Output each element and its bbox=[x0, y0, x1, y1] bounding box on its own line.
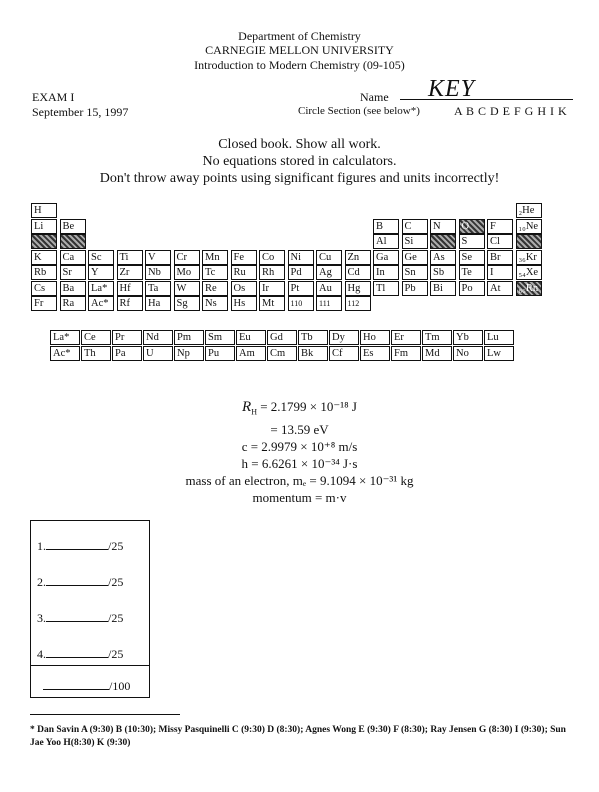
element-cell bbox=[345, 296, 371, 311]
element-symbol: H bbox=[34, 205, 42, 216]
element-symbol: Te bbox=[461, 267, 472, 278]
element-symbol: F bbox=[490, 220, 496, 232]
exam-date: September 15, 1997 bbox=[32, 105, 129, 119]
element-symbol: Rb bbox=[34, 267, 47, 278]
element-cell bbox=[516, 219, 542, 234]
element-cell bbox=[60, 296, 86, 311]
element-symbol: K bbox=[34, 251, 42, 263]
element-cell bbox=[60, 265, 86, 280]
score-out-of: /25 bbox=[108, 611, 124, 625]
f-block-cell bbox=[360, 346, 390, 361]
element-cell bbox=[373, 234, 399, 249]
element-symbol: Hf bbox=[119, 282, 131, 294]
element-symbol: Es bbox=[363, 348, 374, 359]
element-cell bbox=[145, 281, 171, 296]
element-cell bbox=[487, 281, 513, 296]
question-number: 2. bbox=[37, 575, 46, 589]
rydberg-constant: $R_H = 2.1799 \times 10^{-18}$ J bbox=[242, 399, 357, 417]
element-cell bbox=[288, 250, 314, 265]
element-symbol: Al bbox=[376, 236, 387, 247]
element-symbol: Rh bbox=[262, 267, 275, 278]
element-symbol: Se bbox=[461, 251, 472, 263]
element-cell bbox=[174, 296, 200, 311]
score-box bbox=[30, 520, 150, 698]
element-symbol: Si bbox=[404, 236, 414, 247]
element-cell bbox=[231, 281, 257, 296]
element-cell bbox=[60, 234, 86, 249]
element-cell bbox=[231, 250, 257, 265]
element-cell bbox=[259, 250, 285, 265]
element-symbol: Md bbox=[425, 348, 440, 359]
element-symbol: Cm bbox=[270, 348, 286, 359]
element-symbol: Li bbox=[34, 220, 44, 232]
element-cell bbox=[31, 250, 57, 265]
element-cell bbox=[31, 234, 57, 249]
element-cell bbox=[516, 250, 542, 265]
element-cell bbox=[402, 265, 428, 280]
element-symbol: Cf bbox=[332, 348, 343, 359]
element-cell bbox=[373, 281, 399, 296]
element-symbol: Sn bbox=[404, 267, 416, 278]
element-symbol: Ir bbox=[262, 282, 269, 294]
element-symbol: Pr bbox=[115, 332, 125, 343]
element-cell bbox=[202, 296, 228, 311]
element-cell bbox=[345, 250, 371, 265]
element-cell bbox=[316, 281, 342, 296]
element-symbol: Ba bbox=[62, 282, 75, 294]
element-symbol: Ru bbox=[233, 267, 246, 278]
element-cell bbox=[430, 265, 456, 280]
element-cell bbox=[174, 281, 200, 296]
element-cell bbox=[516, 203, 542, 218]
element-symbol: Tb bbox=[301, 332, 313, 343]
element-cell bbox=[174, 265, 200, 280]
element-symbol: Mn bbox=[205, 251, 220, 263]
element-symbol: Tl bbox=[376, 282, 386, 294]
element-symbol: Ho bbox=[363, 332, 376, 343]
constants-block bbox=[0, 398, 599, 506]
section-label: Circle Section (see below*) bbox=[298, 105, 420, 117]
element-cell bbox=[288, 265, 314, 280]
f-block-cell bbox=[298, 346, 328, 361]
element-symbol: Fe bbox=[233, 251, 244, 263]
periodic-table bbox=[31, 203, 545, 313]
element-symbol: Re bbox=[205, 282, 217, 294]
element-symbol: Zr bbox=[119, 267, 130, 278]
element-symbol: Pu bbox=[208, 348, 220, 359]
f-block-cell bbox=[329, 330, 359, 345]
f-block-cell bbox=[50, 346, 80, 361]
f-block-cell bbox=[81, 330, 111, 345]
f-block-cell bbox=[484, 346, 514, 361]
element-cell bbox=[60, 250, 86, 265]
element-cell bbox=[516, 265, 542, 280]
element-symbol: Po bbox=[461, 282, 473, 294]
element-symbol: Sm bbox=[208, 332, 223, 343]
element-symbol: Ce bbox=[84, 332, 96, 343]
element-cell bbox=[430, 219, 456, 234]
element-cell bbox=[88, 250, 114, 265]
name-value: KEY bbox=[428, 76, 476, 102]
element-symbol: Ns bbox=[205, 298, 217, 309]
element-cell bbox=[487, 250, 513, 265]
element-symbol: Cr bbox=[176, 251, 187, 263]
element-symbol: Sc bbox=[91, 251, 102, 263]
element-symbol: Mo bbox=[176, 267, 192, 278]
element-cell bbox=[174, 250, 200, 265]
university-title: CARNEGIE MELLON UNIVERSITY bbox=[205, 43, 394, 57]
f-block-cell bbox=[453, 330, 483, 345]
element-symbol: Tc bbox=[205, 267, 216, 278]
element-symbol: Hs bbox=[233, 298, 246, 309]
element-symbol: C bbox=[404, 220, 412, 232]
f-block-cell bbox=[236, 346, 266, 361]
element-cell bbox=[145, 296, 171, 311]
element-symbol: ₁₀Ne bbox=[518, 220, 539, 232]
element-symbol: Ta bbox=[148, 282, 159, 294]
score-divider bbox=[31, 665, 149, 666]
element-symbol: I bbox=[490, 267, 494, 278]
element-cell bbox=[117, 296, 143, 311]
f-block-cell bbox=[422, 330, 452, 345]
element-symbol: Bi bbox=[433, 282, 443, 294]
element-symbol: ₅₄Xe bbox=[518, 267, 539, 278]
element-cell bbox=[202, 281, 228, 296]
question-number: 3. bbox=[37, 611, 46, 625]
element-cell bbox=[316, 296, 342, 311]
score-blank[interactable] bbox=[46, 575, 108, 586]
element-symbol: Ga bbox=[376, 251, 389, 263]
score-out-of: /25 bbox=[108, 575, 124, 589]
element-cell bbox=[459, 250, 485, 265]
element-symbol: N bbox=[433, 220, 441, 232]
element-cell bbox=[117, 250, 143, 265]
f-block-cell bbox=[329, 346, 359, 361]
element-cell bbox=[345, 281, 371, 296]
f-block-cell bbox=[143, 330, 173, 345]
f-block-cell bbox=[143, 346, 173, 361]
element-cell bbox=[430, 281, 456, 296]
planck-constant: h = 6.6261 × 10⁻³⁴ J·s bbox=[241, 455, 358, 471]
element-cell bbox=[402, 281, 428, 296]
f-block-cell bbox=[391, 346, 421, 361]
element-cell bbox=[373, 250, 399, 265]
element-cell bbox=[288, 296, 314, 311]
element-cell bbox=[88, 265, 114, 280]
element-cell bbox=[430, 234, 456, 249]
element-cell bbox=[231, 296, 257, 311]
element-cell bbox=[31, 219, 57, 234]
element-symbol: Ac* bbox=[91, 298, 109, 309]
f-block-cell bbox=[205, 346, 235, 361]
total-row bbox=[43, 679, 130, 694]
element-symbol: Tm bbox=[425, 332, 440, 343]
score-out-of: /25 bbox=[108, 647, 124, 661]
score-blank[interactable] bbox=[46, 539, 108, 550]
element-symbol: Nd bbox=[146, 332, 159, 343]
element-cell bbox=[202, 250, 228, 265]
element-cell bbox=[459, 265, 485, 280]
element-symbol: Sb bbox=[433, 267, 445, 278]
element-symbol: Lw bbox=[487, 348, 501, 359]
element-symbol: Mt bbox=[262, 298, 275, 309]
element-cell bbox=[316, 250, 342, 265]
element-cell bbox=[31, 265, 57, 280]
element-symbol: Fr bbox=[34, 298, 44, 309]
element-symbol: At bbox=[490, 282, 501, 294]
element-cell bbox=[402, 234, 428, 249]
momentum-formula: momentum = m·v bbox=[252, 489, 347, 505]
element-symbol: Cd bbox=[347, 267, 360, 278]
element-symbol: Bk bbox=[301, 348, 314, 359]
element-symbol: Zn bbox=[347, 251, 360, 263]
total-out-of: /100 bbox=[109, 679, 131, 693]
element-symbol: ₂He bbox=[518, 205, 535, 216]
element-symbol: Pm bbox=[177, 332, 192, 343]
element-symbol: Lu bbox=[487, 332, 499, 343]
element-cell bbox=[88, 296, 114, 311]
score-row bbox=[37, 611, 123, 626]
element-cell bbox=[145, 265, 171, 280]
element-symbol: Th bbox=[84, 348, 96, 359]
element-symbol: Ni bbox=[290, 251, 301, 263]
f-block-cell bbox=[174, 346, 204, 361]
element-symbol: Y bbox=[91, 267, 99, 278]
element-symbol: Pb bbox=[404, 282, 416, 294]
element-cell bbox=[117, 265, 143, 280]
element-symbol: Er bbox=[394, 332, 404, 343]
f-block-cell bbox=[81, 346, 111, 361]
question-number: 1. bbox=[37, 539, 46, 553]
element-cell bbox=[288, 281, 314, 296]
f-block-cell bbox=[112, 346, 142, 361]
f-block-cell bbox=[267, 330, 297, 345]
element-symbol: La* bbox=[53, 332, 70, 343]
name-label: Name bbox=[360, 90, 389, 104]
element-symbol: Ha bbox=[148, 298, 161, 309]
element-symbol: W bbox=[176, 282, 187, 294]
score-row bbox=[37, 539, 123, 554]
element-cell bbox=[373, 219, 399, 234]
element-cell bbox=[31, 281, 57, 296]
element-symbol: Ra bbox=[62, 298, 75, 309]
element-symbol: In bbox=[376, 267, 385, 278]
element-cell bbox=[487, 219, 513, 234]
element-cell bbox=[402, 250, 428, 265]
element-cell bbox=[459, 234, 485, 249]
element-symbol: Cs bbox=[34, 282, 46, 294]
element-symbol: 112 bbox=[347, 299, 360, 308]
element-symbol: Ti bbox=[119, 251, 129, 263]
element-symbol: Am bbox=[239, 348, 255, 359]
element-symbol: Pa bbox=[115, 348, 126, 359]
element-symbol: 111 bbox=[319, 299, 331, 308]
element-cell bbox=[373, 265, 399, 280]
element-symbol: O bbox=[461, 220, 470, 232]
element-cell bbox=[60, 219, 86, 234]
element-symbol: S bbox=[461, 236, 468, 247]
element-symbol: V bbox=[148, 251, 156, 263]
element-symbol: Ge bbox=[404, 251, 417, 263]
f-block-cell bbox=[422, 346, 452, 361]
element-symbol: Au bbox=[319, 282, 332, 294]
element-cell bbox=[117, 281, 143, 296]
f-block-cell bbox=[267, 346, 297, 361]
total-blank[interactable] bbox=[43, 679, 109, 690]
f-block-cell bbox=[236, 330, 266, 345]
element-symbol: Ca bbox=[62, 251, 75, 263]
element-symbol: Sg bbox=[176, 298, 188, 309]
section-letters[interactable]: A B C D E F G H I K bbox=[454, 104, 568, 118]
element-symbol: Cl bbox=[490, 236, 500, 247]
element-cell bbox=[516, 281, 542, 296]
instruction-2: No equations stored in calculators. bbox=[202, 154, 397, 169]
element-symbol: No bbox=[456, 348, 469, 359]
element-cell bbox=[202, 265, 228, 280]
element-symbol: Fm bbox=[394, 348, 409, 359]
element-symbol: B bbox=[376, 220, 384, 232]
element-symbol: Np bbox=[177, 348, 190, 359]
element-cell bbox=[88, 281, 114, 296]
f-block-cell bbox=[391, 330, 421, 345]
element-cell bbox=[145, 250, 171, 265]
f-block-cell bbox=[298, 330, 328, 345]
element-cell bbox=[487, 234, 513, 249]
element-cell bbox=[459, 219, 485, 234]
f-block-cell bbox=[453, 346, 483, 361]
element-symbol: ₈₆Rn bbox=[518, 282, 539, 294]
element-cell bbox=[345, 265, 371, 280]
element-cell bbox=[31, 296, 57, 311]
element-symbol: 110 bbox=[290, 299, 303, 308]
element-cell bbox=[259, 296, 285, 311]
footnote-rule bbox=[30, 714, 180, 715]
element-symbol: Sr bbox=[62, 267, 72, 278]
element-symbol: Br bbox=[490, 251, 501, 263]
element-cell bbox=[402, 219, 428, 234]
element-symbol: La* bbox=[91, 282, 108, 294]
element-cell bbox=[516, 234, 542, 249]
f-block-cell bbox=[50, 330, 80, 345]
element-symbol: Hg bbox=[347, 282, 361, 294]
element-symbol: As bbox=[433, 251, 445, 263]
element-symbol: Co bbox=[262, 251, 275, 263]
f-block-cell bbox=[112, 330, 142, 345]
element-symbol: Pt bbox=[290, 282, 300, 294]
rydberg-value: = 2.1799 × 10⁻¹⁸ J bbox=[260, 399, 357, 414]
f-block-cell bbox=[484, 330, 514, 345]
instruction-3: Don't throw away points using significant figures and units incorrectly! bbox=[99, 171, 500, 186]
element-symbol: Gd bbox=[270, 332, 283, 343]
element-symbol: Cu bbox=[319, 251, 332, 263]
course-title: Introduction to Modern Chemistry (09-105) bbox=[194, 58, 405, 72]
element-cell bbox=[259, 265, 285, 280]
element-cell bbox=[316, 265, 342, 280]
score-blank[interactable] bbox=[46, 611, 108, 622]
element-cell bbox=[459, 281, 485, 296]
speed-of-light: c = 2.9979 × 10⁺⁸ m/s bbox=[241, 438, 358, 454]
exam-title: EXAM I bbox=[32, 90, 75, 104]
element-symbol: Os bbox=[233, 282, 246, 294]
f-block-cell bbox=[360, 330, 390, 345]
element-symbol: ₃₆Kr bbox=[518, 251, 537, 263]
element-symbol: Nb bbox=[148, 267, 161, 278]
element-symbol: Eu bbox=[239, 332, 251, 343]
department-title: Department of Chemistry bbox=[238, 29, 361, 43]
element-cell bbox=[487, 265, 513, 280]
question-number: 4. bbox=[37, 647, 46, 661]
element-symbol: Pd bbox=[290, 267, 302, 278]
f-block-cell bbox=[205, 330, 235, 345]
element-cell bbox=[31, 203, 57, 218]
element-symbol: Rf bbox=[119, 298, 130, 309]
rydberg-ev: = 13.59 eV bbox=[270, 421, 329, 437]
score-row bbox=[37, 575, 123, 590]
element-cell bbox=[430, 250, 456, 265]
name-field[interactable] bbox=[400, 99, 573, 100]
f-block-cell bbox=[174, 330, 204, 345]
element-symbol: U bbox=[146, 348, 154, 359]
footnote: * Dan Savin A (9:30) B (10:30); Missy Pasquinelli C (9:30) D (8:30); Agnes Wong E (9:30) F (8:30); Ray Jensen G (8:30) I (9:30); Sun Jae Yoo H(8:30) K (9:30) bbox=[30, 725, 566, 748]
element-symbol: Ag bbox=[319, 267, 332, 278]
element-symbol: Be bbox=[62, 220, 75, 232]
score-blank[interactable] bbox=[46, 647, 108, 658]
score-out-of: /25 bbox=[108, 539, 124, 553]
score-row bbox=[37, 647, 123, 662]
electron-mass: mass of an electron, mₑ = 9.1094 × 10⁻³¹ kg bbox=[185, 472, 414, 488]
element-symbol: Ac* bbox=[53, 348, 71, 359]
instruction-1: Closed book. Show all work. bbox=[218, 137, 381, 152]
element-cell bbox=[231, 265, 257, 280]
element-cell bbox=[60, 281, 86, 296]
element-cell bbox=[259, 281, 285, 296]
element-symbol: Yb bbox=[456, 332, 469, 343]
element-symbol: Dy bbox=[332, 332, 345, 343]
